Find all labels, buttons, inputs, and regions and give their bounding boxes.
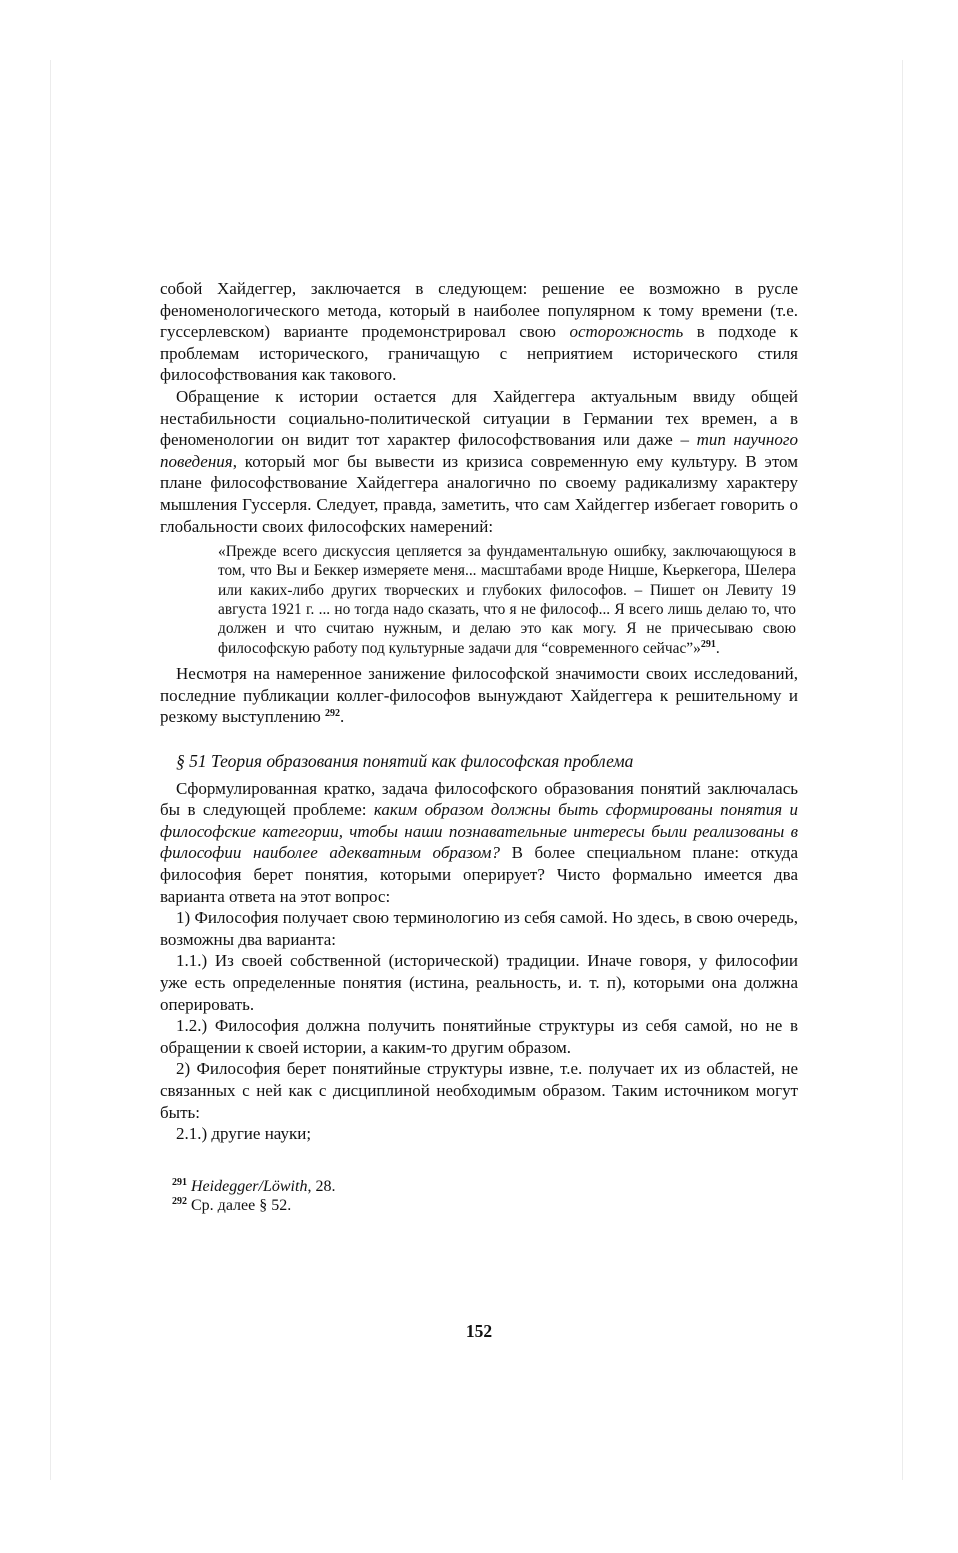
footnote-source: Heidegger/Löwith — [191, 1177, 308, 1195]
paragraph-4-emphasis: каким образом должны быть сформированы понятия и философские категории, чтобы наши познавательные интересы были реализованы в философии наиболее адекватным образом? — [160, 800, 798, 863]
footnote-ref-291[interactable]: 291 — [700, 638, 716, 650]
block-quote-text: «Прежде всего дискуссия цепляется за фундаментальную ошибку, заключающуюся в том, что Вы и Беккер измеряете меня... масштабами вроде Ницше, Кьеркегора, Шелера или каких-либо других творческих и глубоких философов. – Пишет он Левиту 19 августа 1921 г. ... но тогда надо сказать, что я не философ... Я всего лишь делаю то, что должен и что считаю нужным, и делаю это как могу. Я не причесываю свою философскую работу под культурные задачи для “современного сейчас”» — [218, 543, 796, 657]
paragraph-2-text-end: , который мог бы вывести из кризиса современную ему культуру. В этом плане философствование Хайдеггера аналогично по своему радикализму характеру мышления Гуссерля. Следует, правда, заметить, что сам Хайдеггер избегает говорить о глобальности своих философских намерений: — [160, 451, 798, 536]
paragraph-3-end: . — [340, 707, 345, 727]
paragraph-1-text-end: в подходе к проблемам исторического, граничащую с неприятием исторического стиля философствования как такового. — [160, 322, 798, 385]
paragraph-3 — [160, 663, 798, 728]
page-edge-right — [902, 60, 903, 1480]
paragraph-6: 1.1.) Из своей собственной (исторической) традиции. Иначе говоря, у философии уже есть определенные понятия (истина, реальность, и. т. п), которыми она должна оперировать. — [160, 951, 798, 1014]
paragraph-2 — [160, 386, 798, 537]
footnote-number: 291 — [172, 1176, 187, 1188]
footnote-ref-292[interactable]: 292 — [325, 708, 341, 720]
paragraph-2-emphasis: тип научного поведения — [160, 430, 798, 471]
block-quote — [218, 542, 796, 658]
paragraph-1 — [160, 278, 798, 386]
paragraph-9: 2.1.) другие науки; — [176, 1124, 312, 1144]
page-edge-left — [50, 60, 51, 1480]
footnote-text: , 28. — [307, 1177, 336, 1195]
paragraph-4-text-end: В более специальном плане: откуда философия берет понятия, которыми оперирует? Чисто формально имеется два варианта ответа на этот вопрос: — [160, 843, 798, 906]
footnote-291 — [172, 1177, 798, 1196]
paragraph-5: 1) Философия получает свою терминологию из себя самой. Но здесь, в свою очередь, возможны два варианта: — [160, 908, 798, 949]
paragraph-4 — [160, 778, 798, 908]
paragraph-8: 2) Философия берет понятийные структуры извне, т.е. получает их из областей, не связанных с ней как с дисциплиной необходимым образом. Таким источником могут быть: — [160, 1059, 798, 1122]
page-body — [160, 278, 798, 1215]
section-heading: § 51 Теория образования понятий как философская проблема — [176, 750, 634, 771]
paragraph-3-text: Несмотря на намеренное занижение философской значимости своих исследований, последние публикации коллег-философов вынуждают Хайдеггера к решительному и резкому выступлению — [160, 663, 798, 727]
paragraph-7: 1.2.) Философия должна получить понятийные структуры из себя самой, но не в обращении к своей истории, а каким-то другим образом. — [160, 1016, 798, 1057]
footnotes — [172, 1177, 798, 1215]
footnote-292 — [172, 1196, 798, 1215]
footnote-number: 292 — [172, 1195, 187, 1207]
paragraph-2-text: Обращение к истории остается для Хайдеггера актуальным ввиду общей нестабильности социально-политической ситуации в Германии тех времен, а в феноменологии он видит тот характер философствования или даже – — [160, 386, 798, 450]
footnote-text: Ср. далее § 52. — [187, 1196, 292, 1214]
page-number: 152 — [465, 1321, 493, 1341]
block-quote-end: . — [715, 639, 720, 657]
paragraph-1-emphasis: осторожность — [569, 322, 684, 342]
paragraph-1-text: собой Хайдеггер, заключается в следующем: решение ее возможно в русле феноменологического метода, который в наиболее популярном к тому времени (т.е. гуссерлевском) варианте продемонстрировал свою — [160, 279, 798, 342]
paragraph-4-text: Сформулированная кратко, задача философского образования понятий заключалась бы в следующей проблеме: — [160, 778, 798, 820]
